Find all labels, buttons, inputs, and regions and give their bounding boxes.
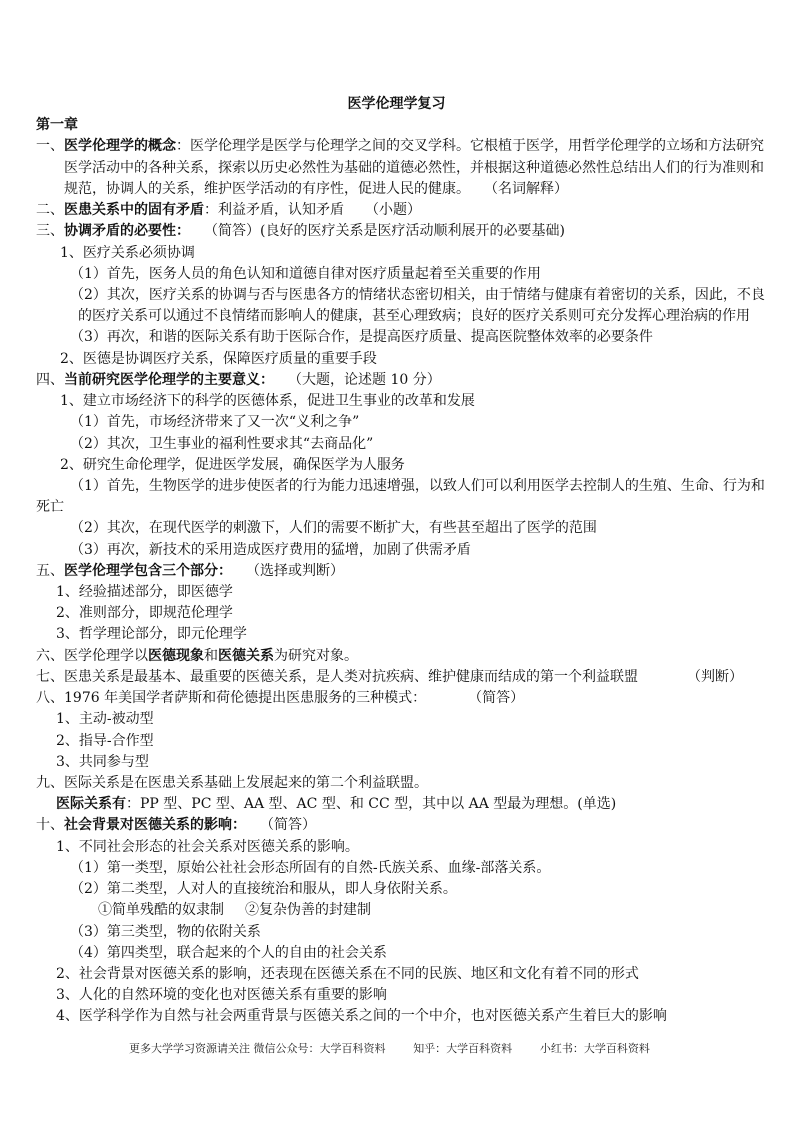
text-segment: 死亡 <box>36 499 64 516</box>
text-line <box>0 306 793 327</box>
footer-zhihu: 知乎：大学百科资料 <box>413 1042 513 1055</box>
text-segment: 1、主动-被动型 <box>56 711 154 728</box>
text-segment: 2、医德是协调医疗关系，保障医疗质量的重要手段 <box>60 350 377 367</box>
text-segment: （2）其次，在现代医学的刺激下，人们的需要不断扩大，有些甚至超出了医学的范围 <box>70 520 597 537</box>
text-line <box>0 752 793 773</box>
text-line <box>0 667 793 688</box>
question-type-note: ②复杂伪善的封建制 <box>245 902 371 919</box>
footer-xiaohongshu: 小红书：大学百科资料 <box>539 1042 650 1055</box>
document-page <box>0 94 793 1028</box>
text-line <box>0 794 793 815</box>
text-line <box>0 285 793 306</box>
text-segment: 3、哲学理论部分，即元伦理学 <box>56 626 247 643</box>
question-type-note: （选择或判断） <box>253 562 344 579</box>
bold-term: 医患关系中的固有矛盾 <box>64 202 204 219</box>
text-segment: ①简单残酷的奴隶制 <box>98 902 224 919</box>
text-line <box>0 243 793 264</box>
bold-term: 社会背景对医德关系的影响： <box>64 817 246 834</box>
text-line <box>0 497 793 518</box>
text-line <box>0 646 793 667</box>
text-segment: 和 <box>204 647 218 664</box>
text-segment: （1）首先，医务人员的角色认知和道德自律对医疗质量起着至关重要的作用 <box>70 265 541 282</box>
text-segment: 3、共同参与型 <box>56 753 149 770</box>
text-line <box>0 434 793 455</box>
bold-term: 协调矛盾的必要性： <box>64 223 190 240</box>
text-segment: 九、医际关系是在医患关系基础上发展起来的第二个利益联盟。 <box>36 775 428 791</box>
text-line <box>0 603 793 624</box>
question-type-note: （判断） <box>687 668 743 685</box>
text-line <box>0 858 793 879</box>
text-line <box>0 731 793 752</box>
text-line <box>0 900 793 921</box>
text-segment: 的医疗关系可以通过不良情绪而影响人的健康，甚至心理致病；良好的医疗关系则可充分发挥心理治病的作用 <box>78 308 750 325</box>
text-segment: 六、医学伦理学以 <box>36 647 148 664</box>
text-segment: 一、 <box>36 138 64 155</box>
text-segment: ：PP 型、PC 型、AA 型、AC 型、和 CC 型，其中以 AA 型最为理想。(单选) <box>126 796 617 813</box>
text-segment: 五、 <box>36 562 64 579</box>
question-type-note: （简答） <box>267 817 316 834</box>
text-segment: 1、建立市场经济下的科学的医德体系，促进卫生事业的改革和发展 <box>60 393 475 410</box>
question-type-note: （大题，论述题 10 分） <box>295 371 441 388</box>
text-line <box>0 582 793 603</box>
text-segment: （1）第一类型，原始公社社会形态所固有的自然-氏族关系、血缘-部落关系。 <box>70 859 551 876</box>
text-line <box>0 264 793 285</box>
text-line <box>0 922 793 943</box>
section-heading <box>0 815 793 836</box>
text-segment: （3）第三类型，物的依附关系 <box>70 923 261 940</box>
section-heading <box>0 136 793 157</box>
bold-term: 医德关系 <box>218 647 274 664</box>
bold-term: 医学伦理学的概念 <box>64 138 176 155</box>
text-segment: 4、医学科学作为自然与社会两重背景与医德关系之间的一个中介，也对医德关系产生着巨大的影响 <box>56 1008 667 1025</box>
text-segment: （1）首先，市场经济带来了又一次“义利之争” <box>70 414 360 431</box>
section-heading <box>0 561 793 582</box>
text-line <box>0 879 793 900</box>
text-line <box>0 412 793 433</box>
section-heading <box>0 115 793 136</box>
text-segment: 2、指导-合作型 <box>56 732 154 749</box>
text-segment: 2、社会背景对医德关系的影响，还表现在医德关系在不同的民族、地区和文化有着不同的形式 <box>56 965 639 982</box>
text-line <box>0 455 793 476</box>
text-segment: 八、1976 年美国学者萨斯和荷伦德提出医患服务的三种模式： <box>36 690 427 707</box>
question-type-note: （简答） <box>475 690 525 707</box>
text-line <box>0 1006 793 1027</box>
bold-term: 医德现象 <box>148 647 204 664</box>
text-segment: 1、经验描述部分，即医德学 <box>56 584 233 601</box>
text-line <box>0 518 793 539</box>
text-segment: 1、医疗关系必须协调 <box>60 244 195 261</box>
text-segment: （1）首先，生物医学的进步使医者的行为能力迅速增强，以致人们可以利用医学去控制人的生殖、生命、行为和 <box>70 477 765 494</box>
text-segment: 3、人化的自然环境的变化也对医德关系有重要的影响 <box>56 987 387 1004</box>
text-line <box>0 688 793 709</box>
section-heading <box>0 200 793 221</box>
text-line <box>0 709 793 730</box>
bold-term: 医学伦理学包含三个部分： <box>64 562 232 579</box>
text-line <box>0 391 793 412</box>
question-type-note: （简答）(良好的医疗关系是医疗活动顺利展开的必要基础) <box>211 223 565 240</box>
text-segment: （2）其次，医疗关系的协调与否与医患各方的情绪状态密切相关，由于情绪与健康有着密切的关系，因此，不良 <box>70 286 765 303</box>
text-segment: （4）第四类型，联合起来的个人的自由的社会关系 <box>70 944 387 961</box>
footer-wechat: 更多大学学习资源请关注 微信公众号：大学百科资料 <box>129 1042 386 1055</box>
text-segment: （2）其次，卫生事业的福利性要求其“去商品化” <box>70 435 374 452</box>
text-segment: 2、研究生命伦理学，促进医学发展，确保医学为人服务 <box>60 456 405 473</box>
text-segment: 规范，协调人的关系，维护医学活动的有序性，促进人民的健康。 <box>64 180 470 197</box>
text-line <box>0 985 793 1006</box>
bold-term: 第一章 <box>36 117 78 134</box>
text-line <box>0 327 793 348</box>
text-segment: ：利益矛盾，认知矛盾 <box>204 202 344 219</box>
question-type-note: （小题） <box>365 202 421 219</box>
text-line <box>0 349 793 370</box>
bold-term: 当前研究医学伦理学的主要意义： <box>64 371 274 388</box>
text-segment: 三、 <box>36 223 64 240</box>
text-segment: 2、准则部分，即规范伦理学 <box>56 605 233 622</box>
text-segment: 二、 <box>36 202 64 219</box>
text-line <box>0 179 793 200</box>
text-line <box>0 624 793 645</box>
section-heading <box>0 370 793 391</box>
text-segment: 十、 <box>36 817 64 834</box>
text-line <box>0 964 793 985</box>
page-footer <box>129 1040 674 1056</box>
text-segment: （2）第二类型，人对人的直接统治和服从，即人身依附关系。 <box>70 881 457 898</box>
text-segment: （3）再次，和谐的医际关系有助于医际合作，是提高医疗质量、提高医院整体效率的必要条件 <box>70 329 653 346</box>
text-line <box>0 158 793 179</box>
text-line <box>0 837 793 858</box>
text-segment: 1、不同社会形态的社会关系对医德关系的影响。 <box>56 838 359 855</box>
text-line <box>0 476 793 497</box>
text-segment: 四、 <box>36 371 64 388</box>
text-segment: ：医学伦理学是医学与伦理学之间的交叉学科。它根植于医学，用哲学伦理学的立场和方法研究 <box>176 138 764 155</box>
text-segment: （3）再次，新技术的采用造成医疗费用的猛增，加剧了供需矛盾 <box>70 541 471 558</box>
text-line <box>0 540 793 561</box>
text-segment: 为研究对象。 <box>274 647 358 664</box>
text-line <box>0 773 793 794</box>
section-heading <box>0 221 793 242</box>
text-segment: 七、医患关系是最基本、最重要的医德关系，是人类对抗疾病、维护健康而结成的第一个利益联盟 <box>36 668 638 685</box>
text-segment: 医学活动中的各种关系，探索以历史必然性为基础的道德必然性，并根据这种道德必然性总结出人们的行为准则和 <box>64 159 764 176</box>
document-title: 医学伦理学复习 <box>347 96 446 112</box>
question-type-note: （名词解释） <box>491 180 568 197</box>
bold-term: 医际关系有 <box>56 796 126 813</box>
text-line <box>0 943 793 964</box>
